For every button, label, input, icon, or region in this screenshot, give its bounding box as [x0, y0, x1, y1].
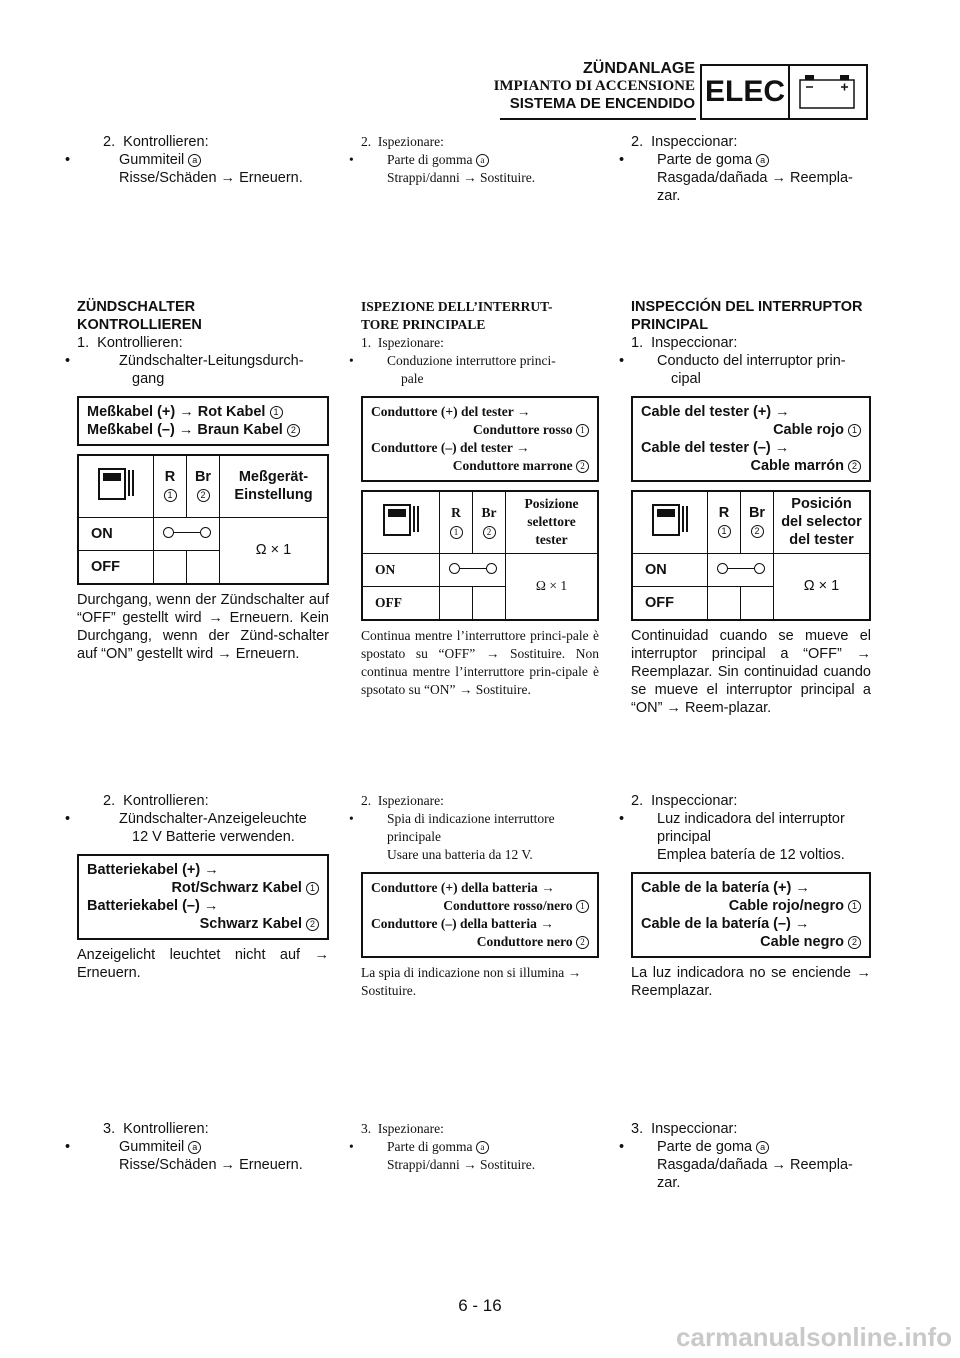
- de-tester-box: Meßkabel (+) → Rot Kabel 1 Meßkabel (–) → Braun Kabel 2: [77, 396, 329, 446]
- multimeter-icon: [362, 491, 440, 553]
- page-number: 6 - 16: [458, 1296, 502, 1315]
- es-battery-box: Cable de la batería (+) → Cable rojo/negro 1 Cable de la batería (–) → Cable negro 2: [631, 872, 871, 958]
- de-step-indicator: 2. Kontrollieren: • Zündschalter-Anzeigeleuchte 12 V Batterie verwenden. Batteriekabel (+) → Rot/Schwarz Kabel 1 Batteriekabel (–) → Schwarz Kabel 2 Anzeigelicht leuchtet nicht auf → Erneuern.: [77, 792, 329, 982]
- continuity-symbol: [163, 526, 211, 538]
- de-step-rubber-1: 2. Kontrollieren: • Gummiteil a Risse/Schäden → Erneuern.: [77, 133, 303, 187]
- de-battery-box: Batteriekabel (+) → Rot/Schwarz Kabel 1 Batteriekabel (–) → Schwarz Kabel 2: [77, 854, 329, 940]
- it-continuity-table: R 1 Br 2 Posizione selettore tester ON Ω × 1 OFF: [361, 490, 599, 621]
- header-rule: [500, 118, 696, 120]
- de-step-rubber-2: 3. Kontrollieren: • Gummiteil a Risse/Schäden → Erneuern.: [77, 1120, 303, 1174]
- es-continuity-table: R 1 Br 2 Posición del selector del tester ON Ω × 1 OFF: [631, 490, 871, 621]
- watermark: carmanualsonline.info: [676, 1322, 952, 1352]
- es-step-rubber-1: 2. Inspeccionar: • Parte de goma a Rasgada/dañada → Reempla- zar.: [631, 133, 871, 205]
- elec-badge: [700, 64, 868, 120]
- header-title-it: IMPIANTO DI ACCENSIONE: [493, 78, 695, 94]
- it-switch-section: ISPEZIONE DELL’INTERRUT- TORE PRINCIPALE 1. Ispezionare: • Conduzione interruttore princi- pale Conduttore (+) del tester → Conduttore rosso 1 Conduttore (–) del tester → Conduttore marrone 2 R 1 Br 2 Posizione selettore tester ON Ω × 1 OFF Continua mentre l’interruttore princi-pale è spostato su “OFF” → Sostituire. Non continua mentre l’interruttore prin-cipale è spsotato su “ON” → Sostituire.: [361, 298, 599, 699]
- it-tester-box: Conduttore (+) del tester → Conduttore rosso 1 Conduttore (–) del tester → Conduttore marrone 2: [361, 396, 599, 482]
- it-step-rubber-2: 3. Ispezionare: • Parte di gomma a Strappi/danni → Sostituire.: [361, 1120, 535, 1174]
- it-step-indicator: 2. Ispezionare: • Spia di indicazione interruttore principale Usare una batteria da 12 V. Conduttore (+) della batteria → Conduttore rosso/nero 1 Conduttore (–) della batteria → Conduttore nero 2 La spia di indicazione non si illumina → Sostituire.: [361, 792, 599, 1000]
- de-switch-section: ZÜNDSCHALTER KONTROLLIEREN 1. Kontrollieren: • Zündschalter-Leitungsdurch- gang Meßkabel (+) → Rot Kabel 1 Meßkabel (–) → Braun Kabel 2 R 1 Br 2 Meßgerät- Einstellung ON Ω × 1 OFF Durchgang, wenn der Zündschalter auf “OFF” gestellt wird → Erneuern. Kein Durchgang, wenn der Zünd-schalter auf “ON” gestellt wird → Erneuern.: [77, 298, 329, 663]
- multimeter-icon: [78, 455, 154, 517]
- de-continuity-table: R 1 Br 2 Meßgerät- Einstellung ON Ω × 1 OFF: [77, 454, 329, 585]
- badge-label: ELEC: [702, 66, 790, 118]
- header-title-de: ZÜNDANLAGE: [583, 60, 695, 77]
- continuity-symbol: [449, 562, 497, 574]
- es-step-rubber-2: 3. Inspeccionar: • Parte de goma a Rasgada/dañada → Reempla- zar.: [631, 1120, 871, 1192]
- es-tester-box: Cable del tester (+) → Cable rojo 1 Cable del tester (–) → Cable marrón 2: [631, 396, 871, 482]
- section-header: [494, 60, 695, 112]
- battery-icon: [790, 66, 866, 118]
- multimeter-icon: [632, 491, 708, 553]
- continuity-symbol: [717, 562, 765, 574]
- es-step-indicator: 2. Inspeccionar: • Luz indicadora del interruptor principal Emplea batería de 12 voltios. Cable de la batería (+) → Cable rojo/negro 1 Cable de la batería (–) → Cable negro 2 La luz indicadora no se enciende → Reemplazar.: [631, 792, 871, 1000]
- es-switch-section: INSPECCIÓN DEL INTERRUPTOR PRINCIPAL 1. Inspeccionar: • Conducto del interruptor prin- cipal Cable del tester (+) → Cable rojo 1 Cable del tester (–) → Cable marrón 2 R 1 Br 2 Posición del selector del tester ON Ω × 1 OFF Continuidad cuando se mueve el interruptor principal a “OFF” → Reemplazar. Sin continuidad cuando se mueve el interruptor principal a “ON” → Reem-plazar.: [631, 298, 871, 717]
- it-battery-box: Conduttore (+) della batteria → Conduttore rosso/nero 1 Conduttore (–) della batteria → Conduttore nero 2: [361, 872, 599, 958]
- header-title-es: SISTEMA DE ENCENDIDO: [509, 95, 695, 112]
- it-step-rubber-1: 2. Ispezionare: • Parte di gomma a Strappi/danni → Sostituire.: [361, 133, 535, 187]
